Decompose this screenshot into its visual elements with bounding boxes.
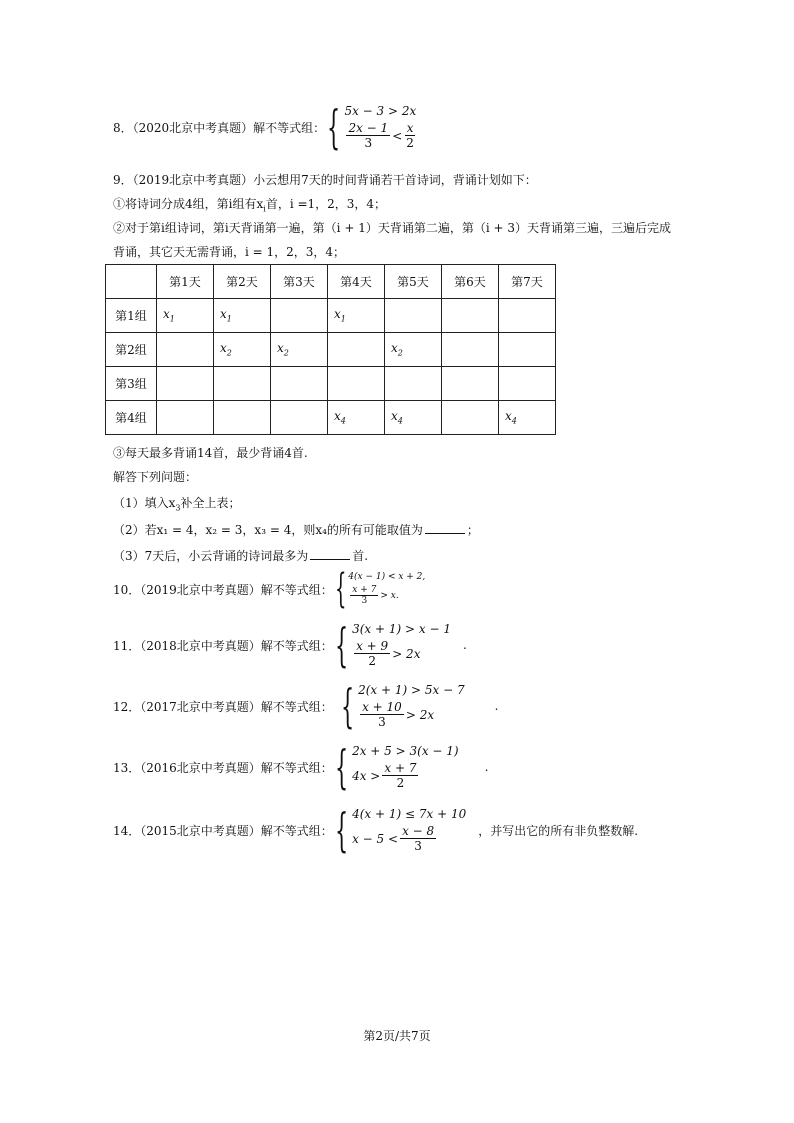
row-label-cell: 第1组	[106, 299, 157, 333]
inequality-line-1: 2(x + 1) > 5x − 7	[358, 683, 465, 697]
question-13-tail: .	[484, 760, 489, 774]
table-cell: $x_1$	[214, 299, 271, 333]
table-cell	[157, 401, 214, 435]
inequality-system-8	[327, 100, 418, 154]
table-cell	[442, 401, 499, 435]
table-cell: $x_4$	[328, 401, 385, 435]
table-cell	[328, 367, 385, 401]
table-cell: $x_4$	[499, 401, 556, 435]
table-cell	[499, 367, 556, 401]
inequality-line-2: $\frac{2x - 1}{3}$ < $\frac{x}{2}$	[348, 121, 414, 150]
question-9-part-1: （1）填入$x_3$补全上表；	[113, 496, 241, 513]
table-cell	[385, 367, 442, 401]
question-12	[113, 679, 499, 733]
inequality-line-1: 2x + 5 > 3(x − 1)	[352, 744, 459, 758]
table-cell	[214, 401, 271, 435]
inequality-line-2: $\frac{x + 7}{3}$ > x.	[352, 585, 399, 606]
question-9-step-3: ③每天最多背诵14首，最少背诵4首.	[113, 446, 308, 460]
brace: {	[334, 618, 348, 672]
question-8	[113, 100, 418, 154]
table-row	[106, 299, 556, 333]
table-header-cell: 第2天	[214, 265, 271, 299]
question-9-part-3: （3）7天后，小云背诵的诗词最多为 首.	[113, 549, 369, 563]
inequality-line-2: x − 5 < $\frac{x - 8}{3}$	[352, 824, 435, 853]
inequality-system-11	[334, 618, 451, 672]
brace: {	[334, 566, 347, 612]
inequality-line-1: 4(x − 1) < x + 2,	[348, 572, 426, 582]
table-cell	[271, 401, 328, 435]
table-cell	[385, 299, 442, 333]
question-14-tail: ，并写出它的所有非负整数解.	[478, 823, 639, 838]
inequality-system-12	[340, 679, 465, 733]
table-header-cell: 第7天	[499, 265, 556, 299]
answer-blank[interactable]	[425, 523, 465, 534]
question-8-label: 8．（2020北京中考真题）解不等式组：	[113, 120, 326, 135]
table-header-cell: 第3天	[271, 265, 328, 299]
brace: {	[340, 679, 354, 733]
table-cell: $x_4$	[385, 401, 442, 435]
table-cell: $x_1$	[328, 299, 385, 333]
inequality-system-14	[334, 803, 467, 857]
page-footer: 第2页/共7页	[363, 1029, 431, 1043]
table-header-cell: 第4天	[328, 265, 385, 299]
table-cell	[214, 367, 271, 401]
table-cell	[442, 299, 499, 333]
row-label-cell: 第4组	[106, 401, 157, 435]
answer-blank[interactable]	[310, 549, 350, 560]
brace: {	[327, 100, 341, 154]
question-13	[113, 740, 489, 794]
question-11-tail: .	[462, 638, 467, 652]
table-header-cell: 第6天	[442, 265, 499, 299]
question-9-answer-prompt: 解答下列问题：	[113, 470, 198, 484]
question-12-label: 12．（2017北京中考真题）解不等式组：	[113, 699, 333, 714]
question-12-tail: .	[494, 699, 499, 713]
table-row	[106, 367, 556, 401]
inequality-system-10	[334, 566, 426, 612]
inequality-line-2: $\frac{x + 9}{2}$ > 2x	[356, 639, 421, 668]
inequality-line-2: 4x > $\frac{x + 7}{2}$	[352, 761, 417, 790]
question-13-label: 13．（2016北京中考真题）解不等式组：	[113, 760, 333, 775]
row-label-cell: 第3组	[106, 367, 157, 401]
schedule-table	[105, 264, 556, 435]
inequality-line-1: 4(x + 1) ≤ 7x + 10	[352, 807, 467, 821]
table-cell: $x_2$	[385, 333, 442, 367]
table-cell	[271, 299, 328, 333]
inequality-line-1: 5x − 3 > 2x	[344, 104, 417, 118]
table-cell: $x_2$	[271, 333, 328, 367]
brace: {	[334, 803, 348, 857]
table-row	[106, 401, 556, 435]
table-cell	[499, 299, 556, 333]
table-cell: $x_1$	[157, 299, 214, 333]
question-14	[113, 803, 639, 857]
question-9-step-2b: 背诵，其它天无需背诵，i = 1，2，3，4；	[113, 245, 346, 259]
inequality-system-13	[334, 740, 459, 794]
table-cell	[499, 333, 556, 367]
question-9-part-2: （2）若x₁ = 4，x₂ = 3，x₃ = 4，则x₄的所有可能取值为 ；	[113, 523, 479, 537]
table-header-row	[106, 265, 556, 299]
question-9-step-2a: ②对于第i组诗词，第i天背诵第一遍，第（i + 1）天背诵第二遍，第（i + 3）天背诵第三遍，三遍后完成	[113, 221, 671, 235]
question-11-label: 11．（2018北京中考真题）解不等式组：	[113, 638, 333, 653]
table-cell	[157, 333, 214, 367]
question-11	[113, 618, 467, 672]
table-cell	[271, 367, 328, 401]
table-header-cell	[106, 265, 157, 299]
table-cell	[442, 367, 499, 401]
question-10-label: 10．（2019北京中考真题）解不等式组：	[113, 582, 333, 597]
inequality-line-2: $\frac{x + 10}{3}$ > 2x	[362, 700, 435, 729]
row-label-cell: 第2组	[106, 333, 157, 367]
question-10	[113, 566, 426, 612]
table-header-cell: 第1天	[157, 265, 214, 299]
table-header-cell: 第5天	[385, 265, 442, 299]
question-14-label: 14．（2015北京中考真题）解不等式组：	[113, 823, 333, 838]
brace: {	[334, 740, 348, 794]
table-cell	[157, 367, 214, 401]
question-9-intro: 9．（2019北京中考真题）小云想用7天的时间背诵若干首诗词，背诵计划如下：	[113, 173, 537, 187]
inequality-line-1: 3(x + 1) > x − 1	[352, 622, 451, 636]
question-9-step-1: ①将诗词分成4组，第i组有$x_i$首，i =1，2，3，4；	[113, 197, 387, 214]
table-cell	[328, 333, 385, 367]
table-cell: $x_2$	[214, 333, 271, 367]
table-cell	[442, 333, 499, 367]
table-row	[106, 333, 556, 367]
